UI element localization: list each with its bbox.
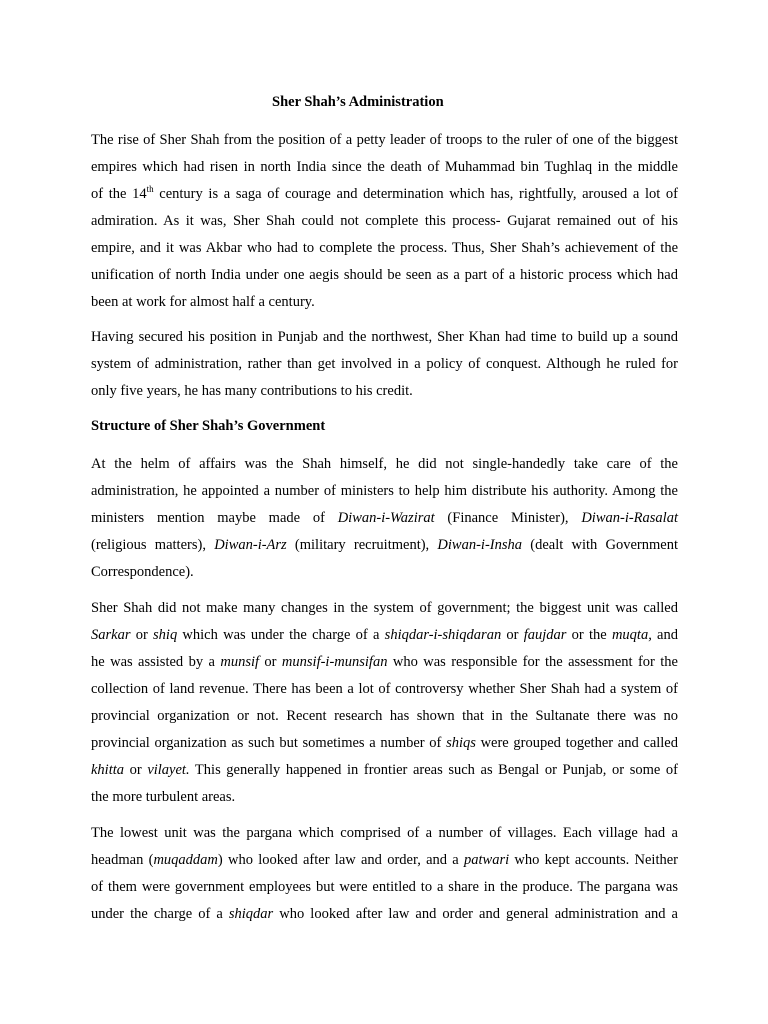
italic-term: munsif-i-munsifan — [281, 654, 388, 670]
text-line: headman (muqaddam) who looked after law and order, and a patwari who kept accounts. Neither — [91, 852, 678, 868]
text-line: the more turbulent areas. — [91, 789, 236, 805]
text-line: been at work for almost half a century. — [91, 294, 315, 310]
text-line: khitta or vilayet. This generally happened in frontier areas such as Bengal or Punjab, or some of — [91, 762, 678, 778]
text-line: Sarkar or shiq which was under the charge of a shiqdar-i-shiqdaran or faujdar or the muqta, and — [91, 627, 678, 643]
text-line: admiration. As it was, Sher Shah could not complete this process- Gujarat remained out of his — [91, 213, 678, 229]
text-line: ministers mention maybe made of Diwan-i-Wazirat (Finance Minister), Diwan-i-Rasalat — [91, 510, 678, 526]
superscript: th — [146, 184, 154, 194]
text-line: he was assisted by a munsif or munsif-i-munsifan who was responsible for the assessment for the — [91, 654, 678, 670]
document-title: Sher Shah’s Administration — [272, 94, 444, 110]
text-line: (religious matters), Diwan-i-Arz (military recruitment), Diwan-i-Insha (dealt with Government — [91, 537, 678, 553]
text-line: collection of land revenue. There has been a lot of controversy whether Sher Shah had a system of — [91, 681, 678, 697]
italic-term: shiqs — [446, 735, 476, 751]
text-line: only five years, he has many contributions to his credit. — [91, 383, 413, 399]
text-line: under the charge of a shiqdar who looked after law and order and general administration and a — [91, 906, 678, 922]
italic-term: shiqdar — [228, 906, 274, 922]
italic-term: Diwan-i-Wazirat — [337, 510, 435, 526]
text-line: administration, he appointed a number of ministers to help him distribute his authority. Among the — [91, 483, 678, 499]
italic-term: Diwan-i-Insha — [437, 537, 523, 553]
text-line: At the helm of affairs was the Shah himself, he did not single-handedly take care of the — [91, 456, 678, 472]
text-line: of them were government employees but were entitled to a share in the produce. The pargana was — [91, 879, 678, 895]
italic-term: munsif — [220, 654, 260, 670]
italic-term: vilayet. — [147, 762, 190, 778]
text-line: empire, and it was Akbar who had to complete the process. Thus, Sher Shah’s achievement of the — [91, 240, 678, 256]
text-line: Sher Shah did not make many changes in the system of government; the biggest unit was called — [91, 600, 678, 616]
italic-term: Diwan-i-Rasalat — [581, 510, 678, 526]
section-heading: Structure of Sher Shah’s Government — [91, 418, 326, 434]
italic-term: muqta, — [611, 627, 652, 643]
text-line: The rise of Sher Shah from the position of a petty leader of troops to the ruler of one of the biggest — [91, 132, 678, 148]
text-line: Correspondence). — [91, 564, 194, 580]
text-line: provincial organization or not. Recent research has shown that in the Sultanate there was no — [91, 708, 678, 724]
italic-term: Diwan-i-Arz — [214, 537, 287, 553]
italic-term: patwari — [464, 852, 510, 868]
italic-term: muqaddam — [153, 852, 218, 868]
text-line: system of administration, rather than get involved in a policy of conquest. Although he ruled for — [91, 356, 678, 372]
italic-term: shiq — [153, 627, 178, 643]
text-line: provincial organization as such but sometimes a number of shiqs were grouped together and called — [91, 735, 678, 751]
italic-term: khitta — [91, 762, 125, 778]
italic-term: faujdar — [523, 627, 567, 643]
text-line: unification of north India under one aegis should be seen as a part of a historic process which had — [91, 267, 678, 283]
italic-term: shiqdar-i-shiqdaran — [384, 627, 502, 643]
text-line: The lowest unit was the pargana which comprised of a number of villages. Each village had a — [91, 825, 678, 841]
italic-term: Sarkar — [91, 627, 131, 643]
text-line: Having secured his position in Punjab and the northwest, Sher Khan had time to build up a sound — [91, 329, 678, 345]
text-line: of the 14th century is a saga of courage and determination which has, rightfully, aroused a lot of — [91, 184, 678, 202]
text-line: empires which had risen in north India since the death of Muhammad bin Tughlaq in the middle — [91, 159, 678, 175]
